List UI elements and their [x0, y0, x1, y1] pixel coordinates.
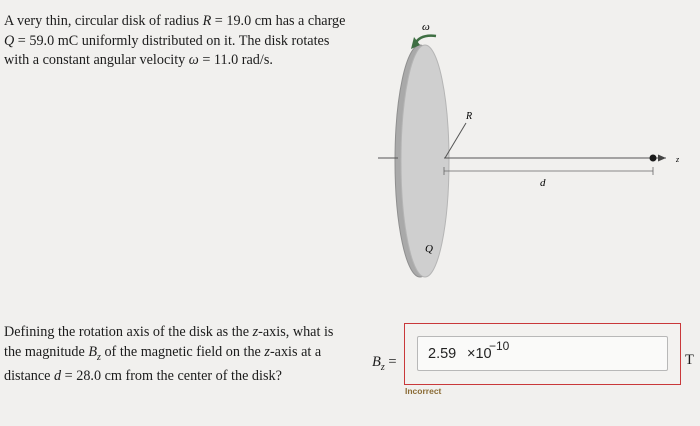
radius-symbol: R: [202, 13, 212, 29]
distance-value: = 28.0 cm from the center of the disk?: [61, 367, 282, 384]
omega-label: ω: [422, 21, 430, 33]
axis-symbol: z: [264, 343, 270, 360]
charge-label: Q: [425, 243, 433, 255]
problem-text-part: A very thin, circular disk of radius: [4, 13, 203, 29]
charge-value: = 59.0 mC uniformly distributed on it. The disk rotates: [14, 32, 330, 49]
answer-label-symbol: B: [372, 354, 381, 370]
problem-text-part: with a constant angular velocity: [4, 52, 189, 68]
answer-box: [404, 323, 681, 385]
disk-figure: [370, 8, 690, 293]
distance-symbol: d: [54, 367, 62, 384]
axis-symbol: z: [252, 324, 259, 340]
question-statement: [4, 323, 344, 386]
answer-times-ten: ×10: [467, 346, 492, 362]
z-axis-label: z: [676, 155, 680, 164]
answer-unit: T: [685, 352, 694, 368]
distance-label: d: [540, 177, 546, 189]
radius-label: R: [466, 111, 473, 122]
charge-symbol: Q: [4, 32, 15, 49]
radius-value: = 19.0 cm has a charge: [211, 13, 346, 29]
question-text-part: Defining the rotation axis of the disk as the: [4, 324, 253, 340]
answer-label-subscript: z: [380, 361, 385, 373]
field-symbol: B: [88, 343, 97, 360]
question-text-part: -axis, what is the magnitude: [4, 324, 334, 360]
answer-label: [372, 354, 397, 373]
answer-label-equals: =: [384, 354, 397, 370]
z-axis-arrowhead: [658, 155, 666, 162]
question-text-part: of the magnetic field on the: [100, 343, 265, 360]
answer-mantissa: 2.59: [428, 346, 457, 362]
answer-exponent: −10: [489, 339, 510, 353]
problem-statement: [4, 12, 364, 71]
field-subscript: z: [97, 351, 101, 363]
omega-symbol: ω: [188, 52, 199, 68]
question-text-part: -axis at a distance: [4, 343, 322, 384]
omega-value: = 11.0 rad/s.: [198, 52, 273, 68]
field-point: [650, 155, 657, 162]
answer-input[interactable]: [417, 336, 668, 371]
status-incorrect: Incorrect: [405, 386, 442, 396]
